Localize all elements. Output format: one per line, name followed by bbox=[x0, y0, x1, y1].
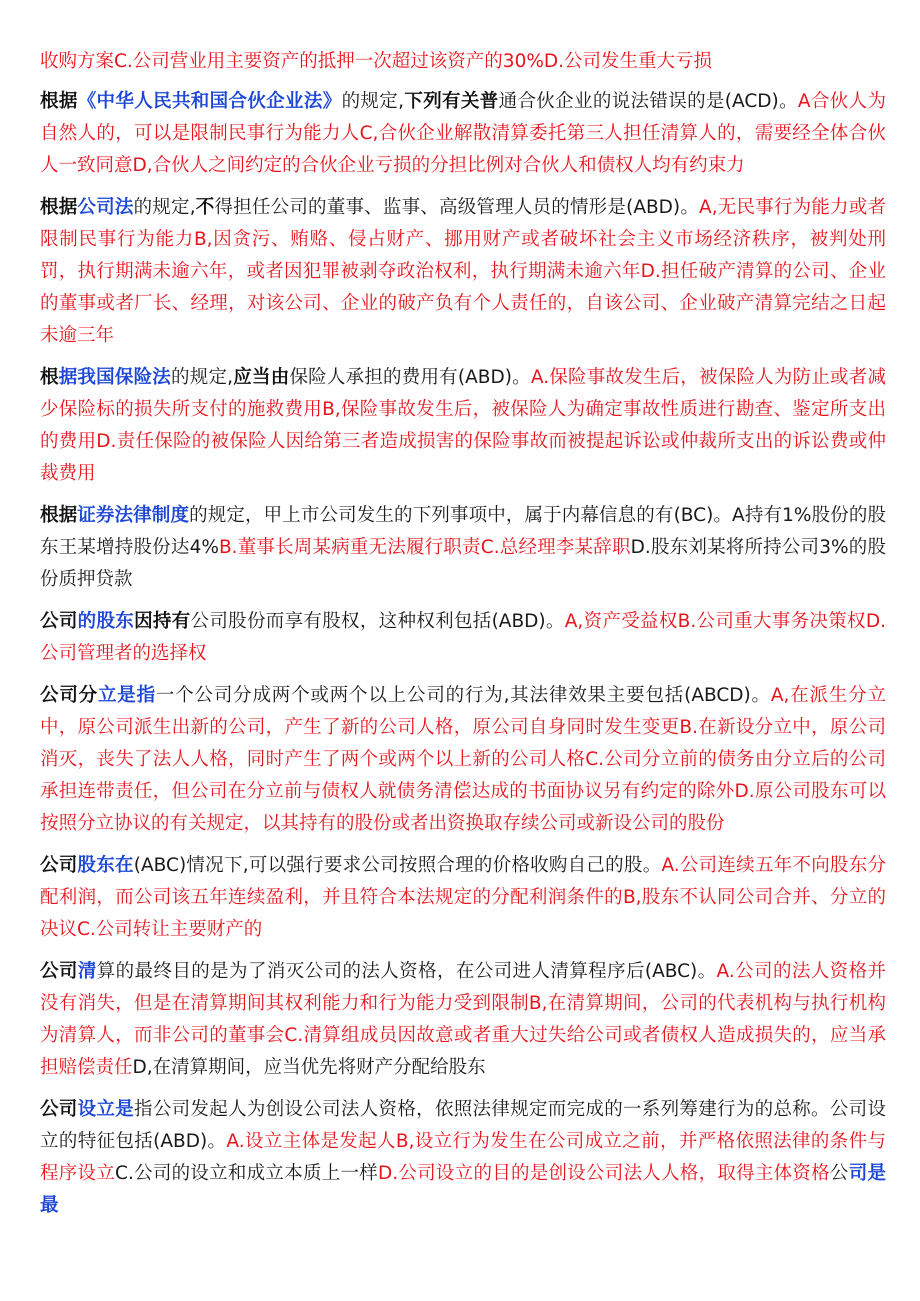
keyword-bold: 公司 bbox=[40, 855, 78, 876]
keyword-bold: 公司 bbox=[40, 961, 78, 982]
answer-text: A.公司的法人资格并没有消失，但是在清算期间其权利能力和行为能力受到限制B,在清算期间，公司的代表机构与执行机构为清算人，而非公司的董事会C.清算组成员因故意或者重大过失给公司或者债权人造成损失的，应当承担赔偿责任 bbox=[40, 961, 886, 1078]
question-list bbox=[40, 46, 886, 1222]
question-text: 指公司发起人为创设公司法人资格，依照法律规定而完成的一系列筹建行为的总称。公司设立的特征包括(ABD)。 bbox=[40, 1099, 886, 1152]
keyword-bold: 不 bbox=[195, 197, 215, 218]
keyword-highlight: 的股东 bbox=[77, 611, 135, 632]
answer-text: A.保险事故发生后，被保险人为防止或者减少保险标的损失所支付的施救费用B,保险事故发生后，被保险人为确定事故性质进行勘查、鉴定所支出的费用D.责任保险的被保险人因给第三者造成损害的保险事故而被提起诉讼或仲裁所支出的诉讼费或仲裁费用 bbox=[40, 367, 886, 484]
question-paragraph bbox=[40, 1094, 886, 1222]
question-text: 一个公司分成两个或两个以上公司的行为,其法律效果主要包括(ABCD)。 bbox=[155, 685, 771, 706]
question-text: 公司股份而享有股权，这种权利包括(ABD)。 bbox=[190, 611, 565, 632]
keyword-highlight: 设立是 bbox=[77, 1099, 135, 1120]
question-paragraph bbox=[40, 192, 886, 352]
keyword-bold: 公司 bbox=[40, 1099, 78, 1120]
keyword-highlight: 清 bbox=[77, 961, 97, 982]
answer-text: 收购方案C.公司营业用主要资产的抵押一次超过该资产的30%D.公司发生重大亏损 bbox=[40, 51, 713, 72]
keyword-bold: 应当由 bbox=[233, 367, 290, 388]
question-text: D.股东刘某将所持公司3%的股份质押贷款 bbox=[40, 537, 886, 590]
answer-text: A.公司连续五年不向股东分配利润，而公司该五年连续盈利，并且符合本法规定的分配利润条件的B,股东不认同公司合并、分立的决议C.公司转让主要财产的 bbox=[40, 855, 886, 940]
answer-text: A合伙人为自然人的，可以是限制民事行为能力人C,合伙企业解散清算委托第三人担任清算人的，需要经全体合伙人一致同意D,合伙人之间约定的合伙企业亏损的分担比例对合伙人和债权人均有约束力 bbox=[40, 91, 886, 176]
keyword-bold: 根据 bbox=[40, 91, 78, 112]
keyword-bold: 根 bbox=[40, 367, 59, 388]
question-text: D,在清算期间，应当优先将财产分配给股东 bbox=[132, 1057, 486, 1078]
question-paragraph bbox=[40, 850, 886, 946]
question-text: C.公司的设立和成立本质上一样 bbox=[115, 1163, 379, 1184]
question-text: 的规定, bbox=[133, 197, 196, 218]
answer-text: B.董事长周某病重无法履行职责C.总经理李某辞职 bbox=[218, 537, 631, 558]
keyword-bold: 因持有 bbox=[134, 611, 191, 632]
keyword-highlight: 司是最 bbox=[40, 1163, 886, 1216]
question-text: 算的最 bbox=[96, 961, 154, 982]
keyword-highlight: 《中华人民共和国合伙企业法》 bbox=[77, 91, 342, 112]
answer-text: D.公司设立的目的是创设公司法人人格，取得主体资格 bbox=[378, 1163, 830, 1184]
question-paragraph bbox=[40, 362, 886, 490]
question-paragraph bbox=[40, 500, 886, 596]
question-text: 的规定，甲上市公司发生的下列事项中，属于内幕信息的有(BC)。A持有1%股份的股东王某增持股份达4% bbox=[40, 505, 886, 558]
question-text: 通合伙企业的说法错误的是(ACD)。 bbox=[498, 91, 798, 112]
keyword-highlight: 公司法 bbox=[77, 197, 134, 218]
keyword-highlight: 证券法律制度 bbox=[77, 505, 190, 526]
answer-text: A,资产受益权B.公司重大事务决策权D.公司管理者的选择权 bbox=[40, 611, 886, 664]
keyword-bold: 公司 bbox=[40, 611, 78, 632]
answer-text: A,无民事行为能力或者限制民事行为能力B,因贪污、贿赂、侵占财产、挪用财产或者破坏社会主义市场经济秩序，被判处刑罚，执行期满未逾六年，或者因犯罪被剥夺政治权利，执行期满未逾六年D.担任破产清算的公司、企业的董事或者厂长、经理，对该公司、企业的破产负有个人责任的，自该公司、企业破产清算完结之日起未逾三年 bbox=[40, 197, 886, 346]
keyword-highlight: 股东在 bbox=[77, 855, 134, 876]
keyword-highlight: 立是指 bbox=[97, 685, 156, 706]
keyword-bold: 根据 bbox=[40, 197, 78, 218]
question-text: 的规定, bbox=[341, 91, 405, 112]
keyword-bold: 公司分 bbox=[40, 685, 98, 706]
question-text: 公 bbox=[829, 1163, 849, 1184]
question-paragraph bbox=[40, 606, 886, 670]
answer-continuation bbox=[40, 46, 886, 78]
question-text: (ABC)情况下,可以强行要求公司按照合理的价格收购自己的股。 bbox=[133, 855, 662, 876]
question-paragraph bbox=[40, 956, 886, 1084]
question-text: 的规定, bbox=[171, 367, 234, 388]
answer-text: A,在派生分立中，原公司派生出新的公司，产生了新的公司人格，原公司自身同时发生变更B.在新设分立中，原公司消灭，丧失了法人人格，同时产生了两个或两个以上新的公司人格C.公司分立前的债务由分立后的公司承担连带责任，但公司在分立前与债权人就债务清偿达成的书面协议另有约定的除外D.原公司股东可以按照分立协议的有关规定，以其持有的股份或者出资换取存续公司或新设公司的股份 bbox=[40, 685, 886, 834]
question-paragraph bbox=[40, 86, 886, 182]
keyword-bold: 根据 bbox=[40, 505, 78, 526]
question-text: 终目的是为了消灭公司的法人资格，在公司进人清算程序后(ABC)。 bbox=[153, 961, 717, 982]
question-text: 得担任公司的董事、监事、高级管理人员的情形是(ABD)。 bbox=[214, 197, 700, 218]
question-text: 保险人承担的费用有(ABD)。 bbox=[289, 367, 531, 388]
keyword-highlight: 据我国保险法 bbox=[58, 367, 172, 388]
answer-text: A.设立主体是发起人B,设立行为发生在公司成立之前，并严格依照法律的条件与程序设立 bbox=[40, 1131, 886, 1184]
question-paragraph bbox=[40, 680, 886, 840]
keyword-bold: 下列有关普 bbox=[404, 91, 499, 112]
